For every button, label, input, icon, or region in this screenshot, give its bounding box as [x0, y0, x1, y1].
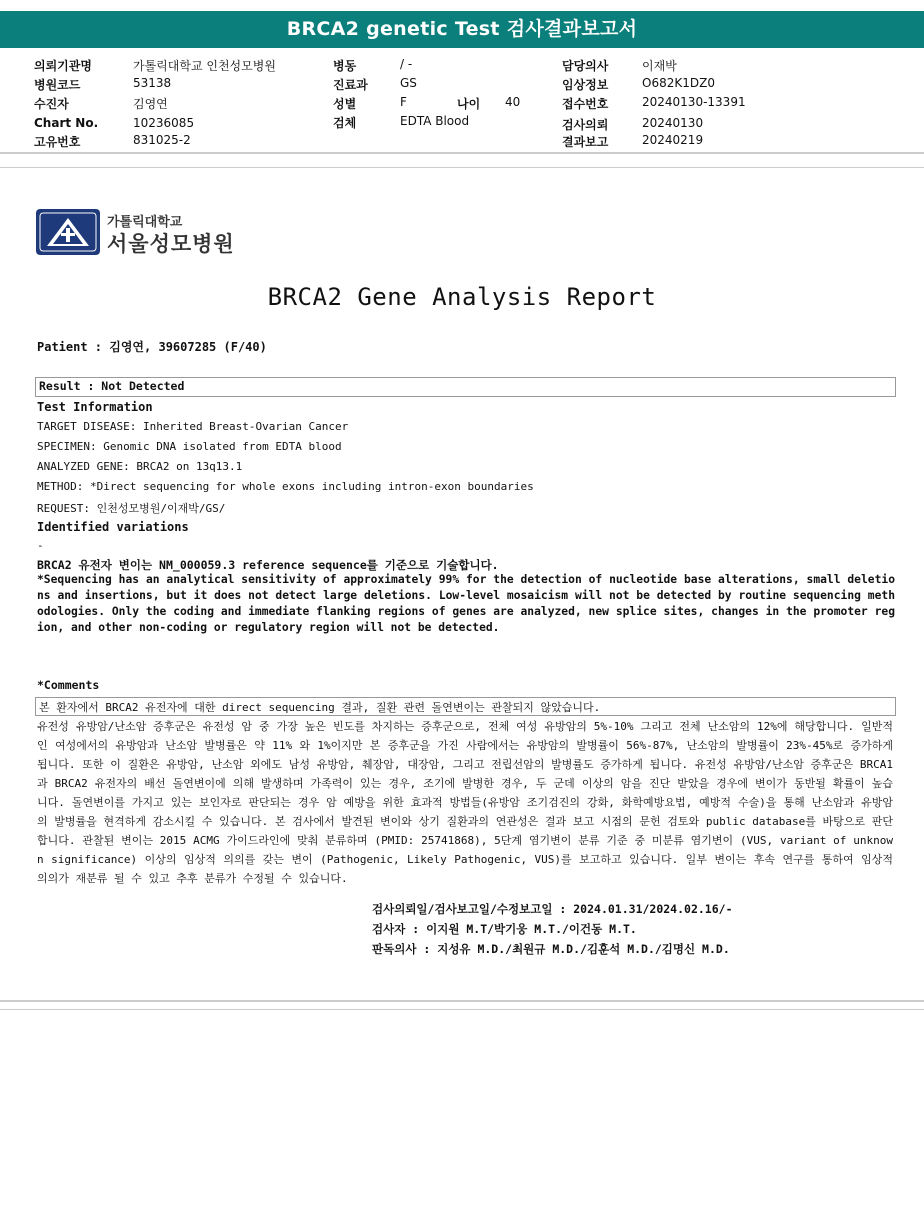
value-doctor: 이재박 [642, 59, 677, 73]
result-text: Result : Not Detected [39, 379, 185, 393]
sign-doctors: 판독의사 : 지성유 M.D./최원규 M.D./김훈석 M.D./김명신 M.D. [372, 942, 730, 956]
label-age: 나이 [457, 97, 481, 111]
label-sex: 성별 [333, 97, 357, 111]
value-request-date: 20240130 [642, 116, 704, 130]
label-chart-no: Chart No. [34, 116, 99, 130]
value-hospital-code: 53138 [133, 76, 172, 90]
value-receipt-no: 20240130-13391 [642, 95, 746, 109]
label-department: 진료과 [333, 78, 368, 92]
sign-testers: 검사자 : 이지원 M.T/박기웅 M.T./이건동 M.T. [372, 922, 637, 936]
label-receipt-no: 접수번호 [562, 97, 609, 111]
test-info-heading: Test Information [37, 400, 153, 414]
label-request-date: 검사의뢰 [562, 118, 609, 132]
analyzed-gene: ANALYZED GENE: BRCA2 on 13q13.1 [37, 460, 243, 473]
value-specimen: EDTA Blood [400, 114, 470, 128]
value-institution: 가톨릭대학교 인천성모병원 [133, 59, 276, 73]
identified-variations-heading: Identified variations [37, 520, 189, 534]
value-report-date: 20240219 [642, 133, 704, 147]
result-box [35, 377, 896, 397]
target-disease: TARGET DISEASE: Inherited Breast-Ovarian Cancer [37, 420, 349, 433]
label-unique-no: 고유번호 [34, 135, 81, 149]
value-clinical-info: O682K1DZ0 [642, 76, 715, 90]
label-institution: 의뢰기관명 [34, 59, 92, 73]
value-patient: 김영연 [133, 97, 168, 111]
value-ward: / - [400, 57, 413, 71]
sensitivity-note: *Sequencing has an analytical sensitivity of approximately 99% for the detection of nucleotide base alterations, small deletions and insertions, but it does not detect large deletions. Low-level mosaicism will not be detected by routine sequencing methodologies. Only the coding and immediate flanking regions of genes are analyzed, new splice sites, changes in the promoter region, and other non-coding or regulatory region will not be detected. [37, 573, 895, 634]
identified-variations-value: - [37, 539, 44, 552]
request-info-header [0, 52, 924, 150]
method: METHOD: *Direct sequencing for whole exons including intron-exon boundaries [37, 480, 534, 493]
hospital-seal-icon [35, 208, 101, 256]
value-chart-no: 10236085 [133, 116, 195, 130]
request: REQUEST: 인천성모병원/이재박/GS/ [37, 502, 226, 515]
value-sex: F [400, 95, 407, 109]
value-department: GS [400, 76, 417, 90]
label-patient: 수진자 [34, 97, 69, 111]
value-unique-no: 831025-2 [133, 133, 191, 147]
footer-divider-thin [0, 1009, 924, 1010]
header-divider [0, 152, 924, 154]
comment-box [35, 697, 896, 716]
label-clinical-info: 임상정보 [562, 78, 609, 92]
hospital-logo [35, 208, 235, 258]
patient-line: Patient : 김영연, 39607285 (F/40) [37, 340, 267, 354]
comments-heading: *Comments [37, 678, 100, 692]
comment-box-text: 본 환자에서 BRCA2 유전자에 대한 direct sequencing 결과, 질환 관련 돌연변이는 관찰되지 않았습니다. [39, 701, 601, 714]
label-specimen: 검체 [333, 116, 357, 130]
logo-hospital: 서울성모병원 [107, 232, 235, 256]
report-title: BRCA2 Gene Analysis Report [267, 283, 657, 311]
label-report-date: 결과보고 [562, 135, 609, 149]
reference-note: BRCA2 유전자 변이는 NM_000059.3 reference sequence를 기준으로 기술합니다. [37, 558, 499, 572]
label-doctor: 담당의사 [562, 59, 609, 73]
footer-divider [0, 1000, 924, 1002]
specimen: SPECIMEN: Genomic DNA isolated from EDTA blood [37, 440, 342, 453]
header-divider-thin [0, 167, 924, 168]
comment-body: 유전성 유방암/난소암 증후군은 유전성 암 중 가장 높은 빈도를 차지하는 증후군으로, 전체 여성 유방암의 5%-10% 그리고 전체 난소암의 12%에 해당합니다. 일반적인 여성에서의 유방암과 난소암 발병률은 약 11% 와 1%이지만 본 증후군을 가진 사람에서는 유방암의 발병률이 56%-87%, 난소암의 발병률이 23%-45%로 증가하게 됩니다. 또한 이 질환은 유방암, 난소암 외에도 남성 유방암, 췌장암, 대장암, 그리고 전립선암의 발병률도 증가하게 됩니다. 유전성 유방암/난소암 증후군은 BRCA1과 BRCA2 유전자의 배선 돌연변이에 의해 발생하며 가족력이 있는 경우, 조기에 발병한 경우, 두 군데 이상의 암을 진단 받았을 경우에 변이가 동반될 확률이 높습니다. 돌연변이를 가지고 있는 보인자로 판단되는 경우 암 예방을 위한 효과적 방법들(유방암 조기검진의 강화, 화학예방요법, 예방적 수술)을 통해 난소암과 유방암의 발병률을 현격하게 감소시킬 수 있습니다. 본 검사에서 발견된 변이와 상기 질환과의 연관성은 결과 보고 시점의 문헌 검토와 public database를 바탕으로 판단합니다. 관찰된 변이는 2015 ACMG 가이드라인에 맞춰 분류하며 (PMID: 25741868), 5단계 염기변이 분류 기준 중 미분류 염기변이 (VUS, variant of unknown significance) 이상의 임상적 의의를 갖는 변이 (Pathogenic, Likely Pathogenic, VUS)를 보고하고 있습니다. 일부 변이는 후속 연구를 통하여 임상적 의의가 재분류 될 수 있고 추후 분류가 수정될 수 있습니다. [37, 720, 893, 885]
value-age: 40 [505, 95, 521, 109]
label-hospital-code: 병원코드 [34, 78, 81, 92]
label-ward: 병동 [333, 59, 357, 73]
logo-university: 가톨릭대학교 [107, 215, 183, 230]
sign-dates: 검사의뢰일/검사보고일/수정보고일 : 2024.01.31/2024.02.16/- [372, 902, 733, 916]
report-title-bar: BRCA2 genetic Test 검사결과보고서 [0, 11, 924, 48]
